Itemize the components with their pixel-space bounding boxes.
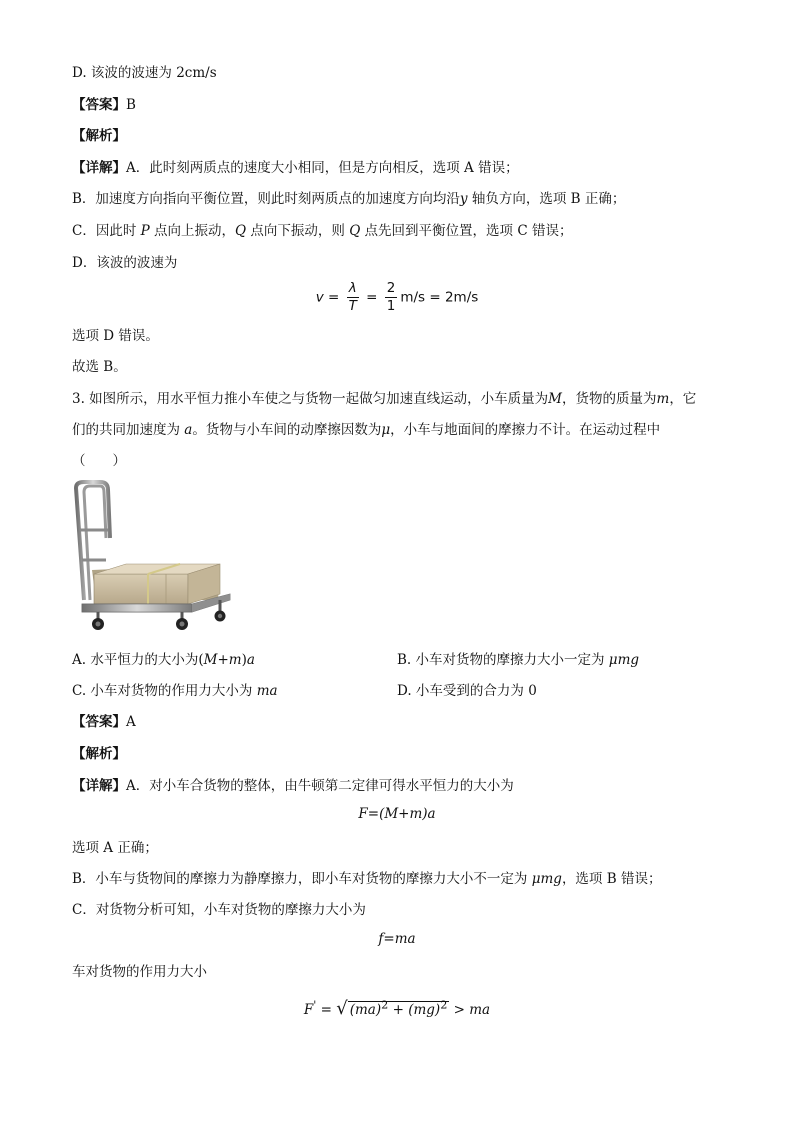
option-d-wrong: 选项 D 错误。 [72, 328, 159, 344]
equals: = [323, 289, 344, 306]
answer-line-2 [72, 712, 136, 732]
answer-tag: 【答案】 [72, 97, 126, 113]
text: 3. 如图所示，用水平恒力推小车使之与货物一起做匀加速直线运动，小车质量为 [72, 391, 549, 407]
text: B. 小车对货物的摩擦力大小一定为 [397, 652, 609, 668]
analysis-tag-1: 【解析】 [72, 128, 126, 144]
equals: = [361, 289, 382, 306]
sqrt-body [348, 998, 450, 1018]
detail-line-a2 [72, 776, 514, 796]
text: B．加速度方向指向平衡位置，则此时刻两质点的加速度方向均沿 [72, 191, 460, 207]
detail-tag: 【详解】 [72, 160, 126, 176]
var-mumg: μmg [531, 871, 562, 887]
answer-value: A [126, 714, 136, 730]
var-m: m [228, 652, 242, 668]
var-a: a [246, 652, 255, 668]
fraction-2-1 [385, 280, 398, 315]
detail-tag: 【详解】 [72, 778, 126, 794]
equals: = [316, 1002, 337, 1018]
text: 点先回到平衡位置，选项 C 错误； [360, 223, 573, 239]
text: C. 小车对货物的作用力大小为 [72, 683, 257, 699]
line-d-option: D. 该波的波速为 2cm/s [72, 65, 217, 81]
denominator: 1 [386, 298, 396, 314]
denominator: T [348, 298, 357, 314]
text: 点向下振动，则 [246, 223, 350, 239]
numerator: λ [347, 280, 359, 298]
var-m: m [656, 391, 670, 407]
var-q: Q [235, 223, 247, 239]
text: ，它 [669, 391, 697, 407]
text: ，选项 B 错误； [561, 871, 662, 887]
paren: ) [241, 652, 247, 668]
plus: + [388, 1002, 409, 1018]
detail-line-b1 [72, 189, 625, 209]
ma: (ma) [349, 1002, 382, 1018]
plus: + [217, 652, 229, 668]
text: 轴负方向，选项 B 正确； [467, 191, 626, 207]
question-3-paren: （ ） [72, 453, 126, 469]
question-3-line-2 [72, 420, 660, 440]
answer-line-1 [72, 95, 136, 115]
analysis-tag-2: 【解析】 [72, 746, 126, 762]
text: 。货物与小车间的动摩擦因数为 [192, 422, 382, 438]
answer-value: B [126, 97, 136, 113]
formula-f: f=ma [378, 931, 416, 947]
detail-line-d1: D．该波的波速为 [72, 255, 178, 271]
text: 点向上振动， [149, 223, 236, 239]
var-M: M [203, 652, 218, 668]
prime: ' [313, 998, 317, 1012]
detail-line-c1 [72, 221, 572, 241]
formula-v: v [315, 289, 324, 306]
var-mu: μ [381, 422, 391, 438]
text: B．小车与货物间的摩擦力为静摩擦力，即小车对货物的摩擦力大小不一定为 [72, 871, 532, 887]
text: C．因此时 [72, 223, 141, 239]
var-ma: ma [256, 683, 278, 699]
text: A. 水平恒力的大小为( [72, 652, 204, 668]
car-force-line: 车对货物的作用力大小 [72, 964, 207, 980]
F: F [303, 1002, 314, 1018]
gt-ma: > ma [449, 1002, 491, 1018]
cart-illustration [70, 478, 240, 642]
sqrt-sign: √ [336, 998, 348, 1019]
choose-b: 故选 B。 [72, 359, 127, 375]
formula-wave-speed [0, 280, 794, 315]
mg: (mg) [408, 1002, 441, 1018]
option-b [397, 650, 639, 670]
option-a [72, 650, 255, 670]
text: 们的共同加速度为 [72, 422, 185, 438]
var-p: P [140, 223, 150, 239]
answer-tag: 【答案】 [72, 714, 126, 730]
option-c [72, 681, 278, 701]
square: 2 [381, 998, 389, 1012]
var-q: Q [349, 223, 361, 239]
fraction-lambda-T [347, 280, 359, 315]
square: 2 [440, 998, 448, 1012]
var-M: M [548, 391, 562, 407]
detail-text: A．对小车合货物的整体，由牛顿第二定律可得水平恒力的大小为 [126, 778, 514, 794]
option-d: D. 小车受到的合力为 0 [397, 683, 537, 699]
text: ，小车与地面间的摩擦力不计。在运动过程中 [390, 422, 661, 438]
formula-F: F=(M+m)a [358, 806, 436, 822]
var-a: a [184, 422, 193, 438]
detail-line-b2 [72, 869, 661, 889]
unit: m/s = 2m/s [400, 289, 479, 306]
numerator: 2 [386, 280, 396, 296]
detail-line-a1 [72, 158, 519, 178]
text: ，货物的质量为 [562, 391, 657, 407]
question-3-line-1 [72, 389, 696, 409]
detail-text: A．此时刻两质点的速度大小相同，但是方向相反，选项 A 错误； [126, 160, 519, 176]
var-y: y [459, 191, 468, 207]
var-mumg: μmg [608, 652, 640, 668]
formula-F-prime [0, 998, 794, 1019]
option-a-correct: 选项 A 正确； [72, 840, 158, 856]
detail-line-c2: C．对货物分析可知，小车对货物的摩擦力大小为 [72, 902, 366, 918]
